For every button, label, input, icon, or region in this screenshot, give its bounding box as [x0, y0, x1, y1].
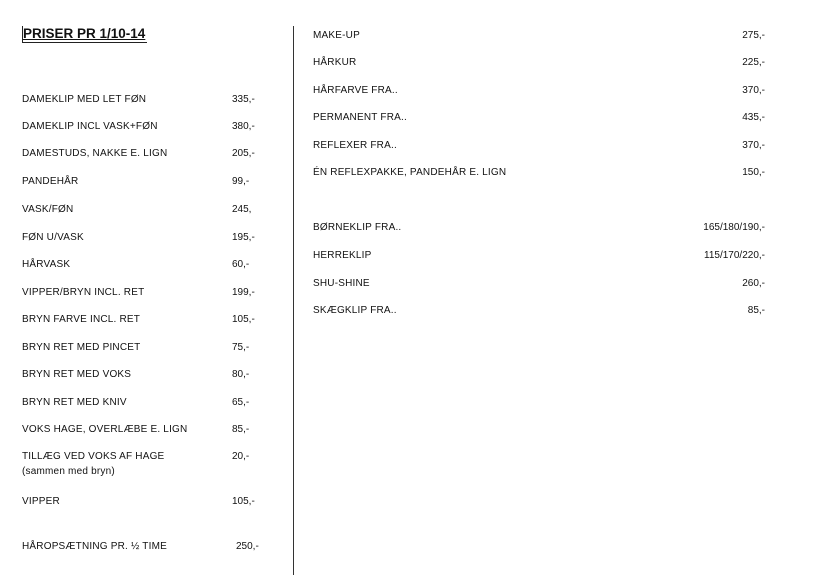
service-price: 435,- [742, 112, 765, 123]
service-price: 225,- [742, 57, 765, 68]
service-name: REFLEXER FRA.. [313, 140, 397, 151]
service-price: 80,- [232, 369, 250, 380]
column-divider [293, 26, 294, 575]
service-price: 335,- [232, 94, 255, 105]
service-price: 20,- [232, 451, 250, 462]
service-name: ÉN REFLEXPAKKE, PANDEHÅR E. LIGN [313, 167, 507, 178]
service-price: 370,- [742, 85, 765, 96]
service-name: BRYN RET MED PINCET [22, 342, 141, 353]
service-name: DAMEKLIP MED LET FØN [22, 94, 147, 105]
service-name: VIPPER [22, 496, 60, 507]
service-price: 260,- [742, 278, 765, 289]
service-price: 195,- [232, 232, 255, 243]
service-price: 245, [232, 204, 252, 215]
service-price: 85,- [747, 305, 765, 316]
service-name: VOKS HAGE, OVERLÆBE E. LIGN [22, 424, 188, 435]
service-name: BØRNEKLIP FRA.. [313, 222, 402, 233]
service-name: VIPPER/BRYN INCL. RET [22, 287, 145, 298]
service-name: BRYN FARVE INCL. RET [22, 314, 141, 325]
service-price: 99,- [232, 176, 250, 187]
service-price: 65,- [232, 397, 250, 408]
service-price: 150,- [742, 167, 765, 178]
service-name: SKÆGKLIP FRA.. [313, 305, 397, 316]
service-price: 199,- [232, 287, 255, 298]
service-price: 105,- [232, 496, 255, 507]
service-price: 275,- [742, 30, 765, 41]
service-price: 380,- [232, 121, 255, 132]
service-name: BRYN RET MED VOKS [22, 369, 132, 380]
service-price: 115/170/220,- [704, 250, 765, 261]
service-price: 85,- [232, 424, 250, 435]
service-name: DAMESTUDS, NAKKE E. LIGN [22, 148, 168, 159]
service-price: 60,- [232, 259, 250, 270]
service-price: 205,- [232, 148, 255, 159]
service-name: HÅRFARVE FRA.. [313, 85, 398, 96]
price-list-title: PRISER PR 1/10-14 [23, 26, 146, 41]
service-name: HÅRVASK [22, 259, 71, 270]
service-name: BRYN RET MED KNIV [22, 397, 127, 408]
service-name: HÅRKUR [313, 57, 357, 68]
service-price: 105,- [232, 314, 255, 325]
service-price: 370,- [742, 140, 765, 151]
service-name: VASK/FØN [22, 204, 74, 215]
service-note: (sammen med bryn) [22, 466, 115, 477]
service-name: FØN U/VASK [22, 232, 84, 243]
service-price: 250,- [236, 541, 259, 552]
service-price: 165/180/190,- [703, 222, 765, 233]
service-name: PERMANENT FRA.. [313, 112, 407, 123]
service-name: PANDEHÅR [22, 176, 79, 187]
service-name: SHU-SHINE [313, 278, 370, 289]
service-name: HERREKLIP [313, 250, 372, 261]
service-name: TILLÆG VED VOKS AF HAGE (sammen med bryn) [22, 451, 165, 477]
service-name: DAMEKLIP INCL VASK+FØN [22, 121, 158, 132]
service-name: HÅROPSÆTNING PR. ½ TIME [22, 541, 167, 552]
service-name: MAKE-UP [313, 30, 360, 41]
service-price: 75,- [232, 342, 250, 353]
